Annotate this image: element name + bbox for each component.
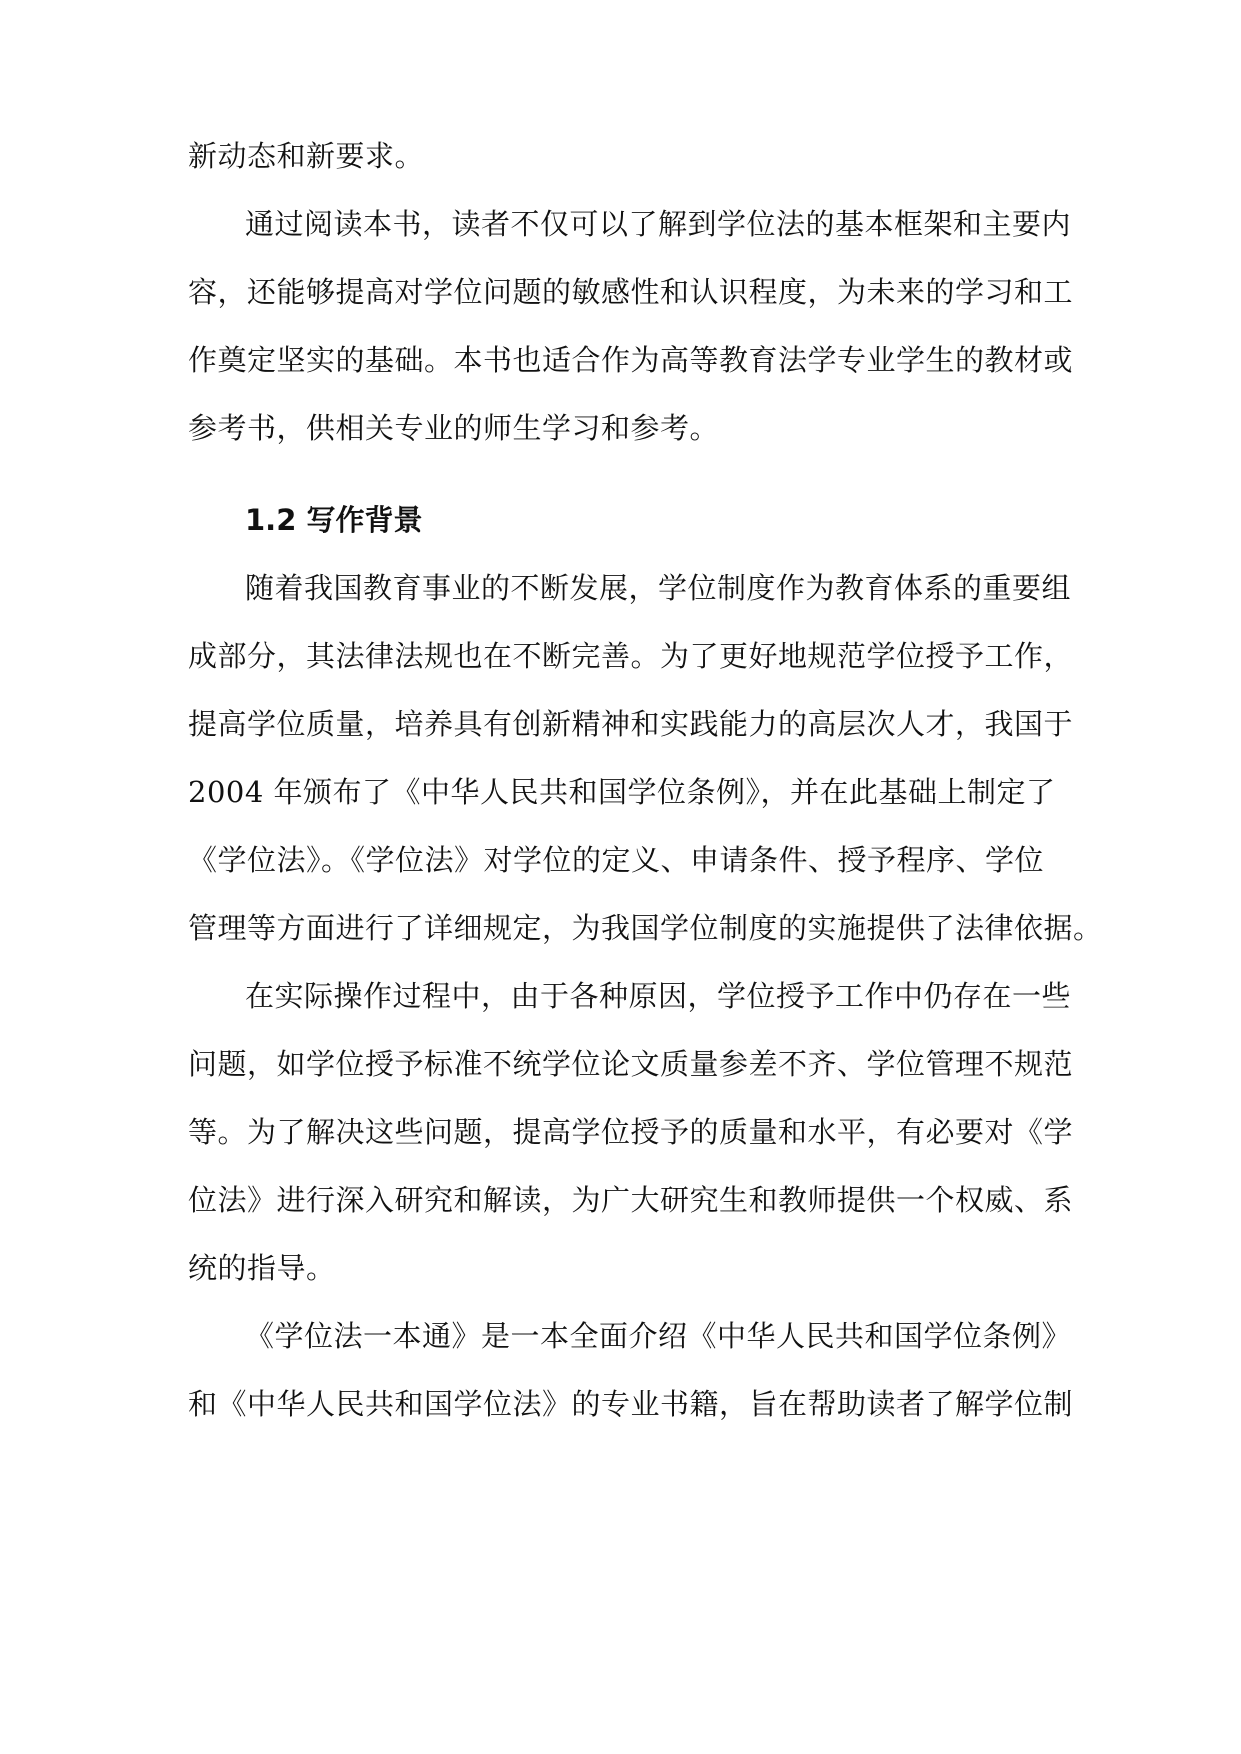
- paragraph-line: 《学位法一本通》是一本全面介绍《中华人民共和国学位条例》: [245, 1319, 1072, 1353]
- paragraph-line: 2004 年颁布了《中华人民共和国学位条例》，并在此基础上制定了: [188, 775, 1056, 809]
- paragraph-line: 位法》进行深入研究和解读，为广大研究生和教师提供一个权威、系: [188, 1183, 1074, 1217]
- paragraph-line: 容，还能够提高对学位问题的敏感性和认识程度，为未来的学习和工: [188, 275, 1074, 309]
- paragraph-line: 提高学位质量，培养具有创新精神和实践能力的高层次人才，我国于: [188, 707, 1074, 741]
- paragraph-line: 作奠定坚实的基础。本书也适合作为高等教育法学专业学生的教材或: [188, 343, 1074, 377]
- paragraph-line: 问题，如学位授予标准不统学位论文质量参差不齐、学位管理不规范: [188, 1047, 1074, 1081]
- paragraph-line: 成部分，其法律法规也在不断完善。为了更好地规范学位授予工作，: [188, 639, 1074, 673]
- section-heading: 1.2 写作背景: [245, 503, 423, 537]
- paragraph-line: 新动态和新要求。: [188, 139, 425, 173]
- paragraph-line: 和《中华人民共和国学位法》的专业书籍，旨在帮助读者了解学位制: [188, 1387, 1074, 1421]
- paragraph-line: 《学位法》。《学位法》对学位的定义、申请条件、授予程序、学位: [188, 843, 1045, 877]
- paragraph-line: 随着我国教育事业的不断发展，学位制度作为教育体系的重要组: [245, 571, 1072, 605]
- paragraph-line: 管理等方面进行了详细规定，为我国学位制度的实施提供了法律依据。: [188, 911, 1103, 945]
- paragraph-line: 统的指导。: [188, 1251, 336, 1285]
- paragraph-line: 通过阅读本书，读者不仅可以了解到学位法的基本框架和主要内: [245, 207, 1072, 241]
- paragraph-line: 参考书，供相关专业的师生学习和参考。: [188, 411, 720, 445]
- paragraph-line: 等。为了解决这些问题，提高学位授予的质量和水平，有必要对《学: [188, 1115, 1074, 1149]
- paragraph-line: 在实际操作过程中，由于各种原因，学位授予工作中仍存在一些: [245, 979, 1072, 1013]
